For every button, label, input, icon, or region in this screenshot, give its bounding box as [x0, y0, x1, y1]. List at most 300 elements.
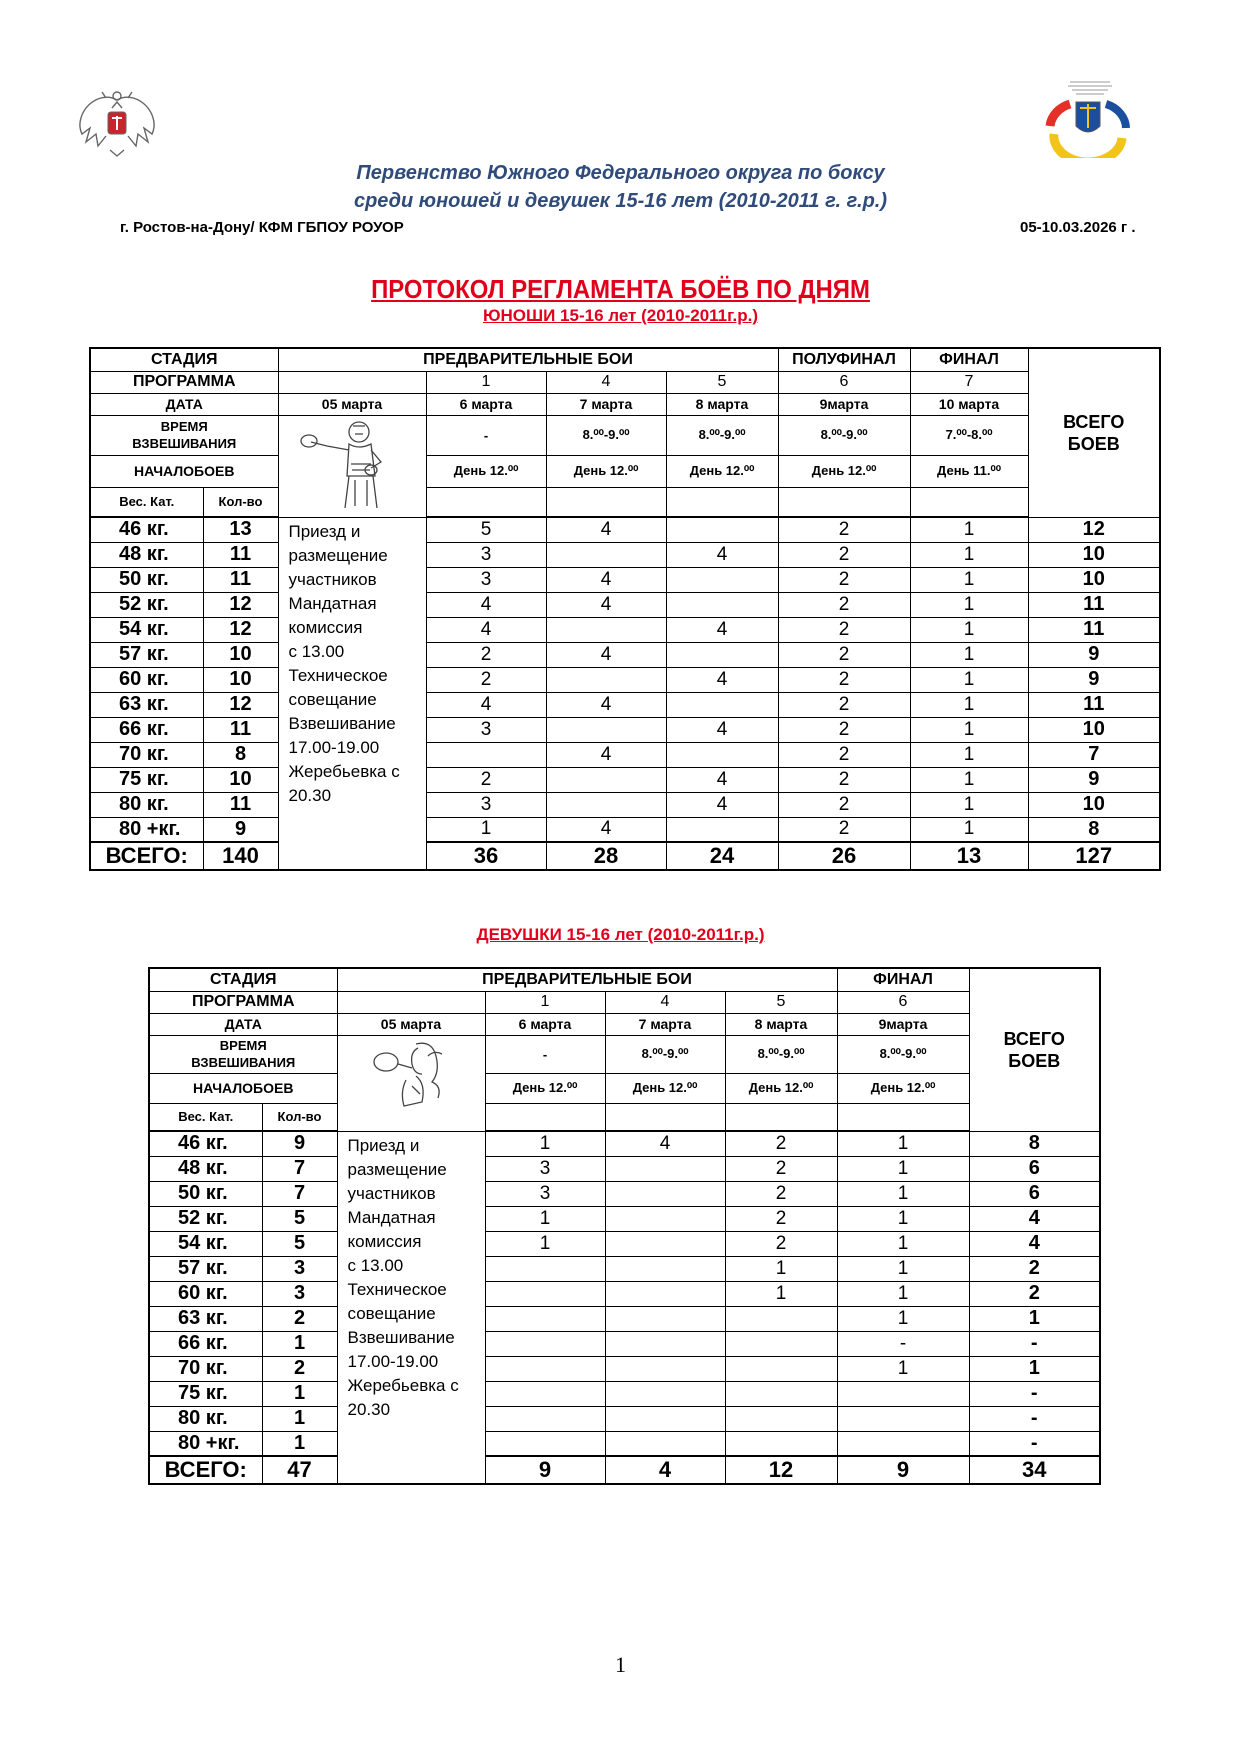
- fights-count: [725, 1306, 837, 1331]
- fights-count: [605, 1356, 725, 1381]
- fights-count: -: [837, 1331, 969, 1356]
- weight-category: 75 кг.: [90, 767, 203, 792]
- participant-count: 12: [203, 692, 278, 717]
- weight-category: 48 кг.: [90, 542, 203, 567]
- fights-count: 1: [837, 1306, 969, 1331]
- fights-count: 4: [666, 542, 778, 567]
- row-total: 6: [969, 1156, 1100, 1181]
- date-label: ДАТА: [149, 1013, 337, 1035]
- fights-count: [605, 1306, 725, 1331]
- fights-count: 3: [485, 1181, 605, 1206]
- fights-count: 4: [546, 592, 666, 617]
- weight-category: 66 кг.: [90, 717, 203, 742]
- female-boxer-figure-icon: [356, 1036, 466, 1126]
- girls-schedule-table: [148, 967, 1101, 1485]
- fights-count: 1: [910, 717, 1028, 742]
- totals-label: ВСЕГО:: [149, 1456, 262, 1484]
- weight-category: 46 кг.: [149, 1131, 262, 1156]
- weight-category: 50 кг.: [90, 567, 203, 592]
- fights-count: 4: [666, 717, 778, 742]
- row-total: -: [969, 1381, 1100, 1406]
- female-boxer-illustration: [337, 1035, 485, 1131]
- fights-count: 2: [778, 642, 910, 667]
- totals-day: 9: [837, 1456, 969, 1484]
- weight-category: 63 кг.: [149, 1306, 262, 1331]
- weight-category: 57 кг.: [90, 642, 203, 667]
- participant-count: 1: [262, 1406, 337, 1431]
- fights-count: 4: [546, 517, 666, 542]
- fights-count: 2: [426, 767, 546, 792]
- day-start: День 12.⁰⁰: [725, 1073, 837, 1103]
- fights-count: 2: [778, 817, 910, 842]
- weight-category: 63 кг.: [90, 692, 203, 717]
- fights-count: [605, 1256, 725, 1281]
- participant-count: 5: [262, 1231, 337, 1256]
- totals-grand: 127: [1028, 842, 1160, 870]
- weight-category: 75 кг.: [149, 1381, 262, 1406]
- weight-category: 80 кг.: [90, 792, 203, 817]
- row-total: -: [969, 1331, 1100, 1356]
- program-label: ПРОГРАММА: [149, 991, 337, 1013]
- row-total: 7: [1028, 742, 1160, 767]
- table-row: [90, 817, 1160, 842]
- participant-count: 2: [262, 1306, 337, 1331]
- participant-count: 1: [262, 1331, 337, 1356]
- boxer-illustration: [278, 415, 426, 517]
- table-row: [90, 667, 1160, 692]
- fights-count: [605, 1181, 725, 1206]
- fights-count: 1: [910, 642, 1028, 667]
- fights-count: [485, 1306, 605, 1331]
- totals-day: 26: [778, 842, 910, 870]
- participant-count: 12: [203, 592, 278, 617]
- table-row: [90, 742, 1160, 767]
- row-total: 9: [1028, 767, 1160, 792]
- fights-count: 1: [426, 817, 546, 842]
- day-date: 9марта: [837, 1013, 969, 1035]
- table-row: [149, 1356, 1100, 1381]
- weighin-label: ВРЕМЯ ВЗВЕШИВАНИЯ: [90, 415, 278, 455]
- totals-day: 24: [666, 842, 778, 870]
- event-title-line2: среди юношей и девушек 15-16 лет (2010-2011 г. г.р.): [353, 190, 888, 212]
- row-total: 10: [1028, 717, 1160, 742]
- day-date: 10 марта: [910, 393, 1028, 415]
- table-row: [90, 642, 1160, 667]
- totals-grand: 34: [969, 1456, 1100, 1484]
- stage-label: СТАДИЯ: [90, 348, 278, 371]
- weight-category: 54 кг.: [90, 617, 203, 642]
- fights-count: 2: [778, 717, 910, 742]
- participant-count: 11: [203, 717, 278, 742]
- girls-subtitle: ДЕВУШКИ 15-16 лет (2010-2011г.р.): [476, 925, 765, 944]
- total-fights-header: ВСЕГО БОЕВ: [969, 968, 1100, 1131]
- fights-count: [426, 742, 546, 767]
- totals-row: [149, 1456, 1100, 1484]
- participant-count: 5: [262, 1206, 337, 1231]
- program-number: 4: [546, 371, 666, 393]
- row-total: 10: [1028, 567, 1160, 592]
- day-weighin: 7.⁰⁰-8.⁰⁰: [910, 415, 1028, 455]
- day-weighin: 8.⁰⁰-9.⁰⁰: [605, 1035, 725, 1073]
- weight-column-header: Вес. Кат.: [90, 487, 203, 517]
- table-row: [149, 1331, 1100, 1356]
- table-row: [90, 692, 1160, 717]
- table-row: [90, 767, 1160, 792]
- row-total: -: [969, 1406, 1100, 1431]
- fights-count: [485, 1256, 605, 1281]
- table-row: [149, 1256, 1100, 1281]
- day-weighin: 8.⁰⁰-9.⁰⁰: [546, 415, 666, 455]
- table-row: [149, 1381, 1100, 1406]
- fights-count: 2: [426, 667, 546, 692]
- day-start: День 12.⁰⁰: [666, 455, 778, 487]
- fights-count: 1: [725, 1281, 837, 1306]
- fights-count: 4: [666, 792, 778, 817]
- fights-count: 2: [778, 667, 910, 692]
- row-total: 2: [969, 1281, 1100, 1306]
- participant-count: 7: [262, 1156, 337, 1181]
- weight-category: 48 кг.: [149, 1156, 262, 1181]
- weight-category: 66 кг.: [149, 1331, 262, 1356]
- fights-count: [605, 1406, 725, 1431]
- program-number: 4: [605, 991, 725, 1013]
- table-row: [149, 1281, 1100, 1306]
- table-row: [149, 1431, 1100, 1456]
- totals-count: 140: [203, 842, 278, 870]
- arrival-schedule-note: Приезд и размещение участников Мандатная комиссия с 13.00 Техническое совещание Взвешивание 17.00-19.00 Жеребьевка с 20.30: [278, 517, 426, 870]
- row-total: -: [969, 1431, 1100, 1456]
- fights-count: [546, 667, 666, 692]
- fights-count: 4: [426, 592, 546, 617]
- row-total: 4: [969, 1206, 1100, 1231]
- weight-category: 52 кг.: [90, 592, 203, 617]
- participant-count: 3: [262, 1256, 337, 1281]
- fights-count: 1: [910, 542, 1028, 567]
- boys-schedule-table: [89, 347, 1161, 871]
- arrival-schedule-note: Приезд и размещение участников Мандатная комиссия с 13.00 Техническое совещание Взвешивание 17.00-19.00 Жеребьевка с 20.30: [337, 1131, 485, 1484]
- fights-count: 1: [910, 692, 1028, 717]
- fights-count: [666, 817, 778, 842]
- fights-count: 2: [778, 792, 910, 817]
- fights-count: [725, 1356, 837, 1381]
- fights-count: 4: [666, 617, 778, 642]
- weight-category: 80 кг.: [149, 1406, 262, 1431]
- weight-category: 70 кг.: [90, 742, 203, 767]
- fights-count: [605, 1331, 725, 1356]
- fights-count: [605, 1206, 725, 1231]
- fights-count: 1: [910, 617, 1028, 642]
- participant-count: 10: [203, 767, 278, 792]
- fights-count: 2: [778, 542, 910, 567]
- row-total: 6: [969, 1181, 1100, 1206]
- fights-count: [546, 717, 666, 742]
- fights-count: 3: [426, 567, 546, 592]
- fights-count: 4: [546, 692, 666, 717]
- fights-count: 4: [546, 567, 666, 592]
- count-column-header: Кол-во: [203, 487, 278, 517]
- fights-count: [605, 1431, 725, 1456]
- fights-count: 4: [666, 667, 778, 692]
- day-weighin: 8.⁰⁰-9.⁰⁰: [725, 1035, 837, 1073]
- day-weighin: -: [426, 415, 546, 455]
- program-number: 1: [426, 371, 546, 393]
- date-label: ДАТА: [90, 393, 278, 415]
- row-total: 4: [969, 1231, 1100, 1256]
- fights-count: 4: [666, 767, 778, 792]
- fights-count: [605, 1281, 725, 1306]
- fights-count: 1: [910, 817, 1028, 842]
- fights-count: [546, 767, 666, 792]
- fights-count: 3: [426, 542, 546, 567]
- event-venue: г. Ростов-на-Дону/ КФМ ГБПОУ РОУОР: [120, 219, 404, 236]
- day-start: День 12.⁰⁰: [837, 1073, 969, 1103]
- row-total: 8: [1028, 817, 1160, 842]
- stage-final: ФИНАЛ: [910, 348, 1028, 371]
- totals-day: 12: [725, 1456, 837, 1484]
- participant-count: 10: [203, 642, 278, 667]
- count-column-header: Кол-во: [262, 1103, 337, 1131]
- row-total: 9: [1028, 642, 1160, 667]
- table-row: [149, 1231, 1100, 1256]
- fights-count: [605, 1231, 725, 1256]
- boxer-figure-icon: [297, 416, 407, 512]
- table-row: [149, 1206, 1100, 1231]
- stage-final: ФИНАЛ: [837, 968, 969, 991]
- row-total: 11: [1028, 592, 1160, 617]
- day-weighin: -: [485, 1035, 605, 1073]
- row-total: 2: [969, 1256, 1100, 1281]
- program-label: ПРОГРАММА: [90, 371, 278, 393]
- fights-count: [666, 742, 778, 767]
- fights-count: [666, 592, 778, 617]
- table-row: [149, 1131, 1100, 1156]
- fights-count: [666, 642, 778, 667]
- fights-count: [485, 1381, 605, 1406]
- fights-count: 2: [778, 742, 910, 767]
- weight-category: 52 кг.: [149, 1206, 262, 1231]
- day-weighin: 8.⁰⁰-9.⁰⁰: [666, 415, 778, 455]
- day-date: 9марта: [778, 393, 910, 415]
- row-total: 10: [1028, 792, 1160, 817]
- program-number: 5: [725, 991, 837, 1013]
- fights-count: 2: [778, 617, 910, 642]
- program-empty: [278, 371, 426, 393]
- fights-count: 2: [426, 642, 546, 667]
- totals-row: [90, 842, 1160, 870]
- day-start: День 12.⁰⁰: [546, 455, 666, 487]
- table-row: [90, 517, 1160, 542]
- fights-count: 4: [426, 617, 546, 642]
- fights-count: 2: [725, 1231, 837, 1256]
- weighin-label: ВРЕМЯ ВЗВЕШИВАНИЯ: [149, 1035, 337, 1073]
- fights-count: [485, 1281, 605, 1306]
- participant-count: 7: [262, 1181, 337, 1206]
- fights-count: 1: [725, 1256, 837, 1281]
- weight-category: 46 кг.: [90, 517, 203, 542]
- participant-count: 11: [203, 792, 278, 817]
- day-weighin: 8.⁰⁰-9.⁰⁰: [837, 1035, 969, 1073]
- fights-count: 3: [485, 1156, 605, 1181]
- fights-count: [666, 567, 778, 592]
- fights-count: 4: [426, 692, 546, 717]
- program-number: 1: [485, 991, 605, 1013]
- participant-count: 9: [203, 817, 278, 842]
- fights-count: 2: [725, 1156, 837, 1181]
- table-row: [90, 617, 1160, 642]
- fights-count: [725, 1331, 837, 1356]
- day-start: День 12.⁰⁰: [778, 455, 910, 487]
- fights-count: [666, 517, 778, 542]
- participant-count: 1: [262, 1431, 337, 1456]
- weight-category: 80 +кг.: [149, 1431, 262, 1456]
- fights-count: [485, 1406, 605, 1431]
- start-label: НАЧАЛОБОЕВ: [149, 1073, 337, 1103]
- fights-count: 1: [910, 567, 1028, 592]
- table-row: [90, 717, 1160, 742]
- fights-count: [725, 1431, 837, 1456]
- table-row: [90, 792, 1160, 817]
- fights-count: [605, 1156, 725, 1181]
- participant-count: 13: [203, 517, 278, 542]
- fights-count: 4: [546, 817, 666, 842]
- rostov-region-sport-ministry-logo: [1040, 78, 1136, 158]
- fights-count: 2: [778, 592, 910, 617]
- day-date: 7 марта: [546, 393, 666, 415]
- fights-count: [725, 1406, 837, 1431]
- fights-count: [546, 617, 666, 642]
- weight-category: 60 кг.: [90, 667, 203, 692]
- fights-count: [485, 1331, 605, 1356]
- day-date: 8 марта: [666, 393, 778, 415]
- russian-coat-of-arms-icon: [72, 88, 162, 158]
- total-fights-header: ВСЕГО БОЕВ: [1028, 348, 1160, 517]
- fights-count: 1: [910, 742, 1028, 767]
- fights-count: 2: [725, 1206, 837, 1231]
- fights-count: [605, 1381, 725, 1406]
- stage-semifinal: ПОЛУФИНАЛ: [778, 348, 910, 371]
- totals-label: ВСЕГО:: [90, 842, 203, 870]
- program-empty: [337, 991, 485, 1013]
- fights-count: 1: [837, 1156, 969, 1181]
- fights-count: 1: [837, 1256, 969, 1281]
- row-total: 1: [969, 1356, 1100, 1381]
- fights-count: 2: [778, 567, 910, 592]
- day-date: 8 марта: [725, 1013, 837, 1035]
- program-number: 5: [666, 371, 778, 393]
- table-row: [149, 1156, 1100, 1181]
- fights-count: 1: [485, 1131, 605, 1156]
- row-total: 12: [1028, 517, 1160, 542]
- fights-count: 2: [778, 517, 910, 542]
- row-total: 11: [1028, 617, 1160, 642]
- participant-count: 8: [203, 742, 278, 767]
- fights-count: [485, 1356, 605, 1381]
- fights-count: 1: [910, 767, 1028, 792]
- totals-day: 4: [605, 1456, 725, 1484]
- fights-count: 1: [837, 1131, 969, 1156]
- arrival-date: 05 марта: [337, 1013, 485, 1035]
- fights-count: [666, 692, 778, 717]
- day-date: 6 марта: [485, 1013, 605, 1035]
- fights-count: 1: [910, 667, 1028, 692]
- row-total: 10: [1028, 542, 1160, 567]
- fights-count: 1: [837, 1206, 969, 1231]
- participant-count: 11: [203, 567, 278, 592]
- protocol-title: ПРОТОКОЛ РЕГЛАМЕНТА БОЁВ ПО ДНЯМ: [371, 274, 870, 304]
- participant-count: 11: [203, 542, 278, 567]
- fights-count: 1: [837, 1181, 969, 1206]
- arrival-date: 05 марта: [278, 393, 426, 415]
- fights-count: [546, 792, 666, 817]
- fights-count: [485, 1431, 605, 1456]
- row-total: 9: [1028, 667, 1160, 692]
- fights-count: 3: [426, 792, 546, 817]
- stage-prelim: ПРЕДВАРИТЕЛЬНЫЕ БОИ: [278, 348, 778, 371]
- row-total: 8: [969, 1131, 1100, 1156]
- participant-count: 12: [203, 617, 278, 642]
- start-label: НАЧАЛОБОЕВ: [90, 455, 278, 487]
- table-row: [149, 1306, 1100, 1331]
- day-start: День 11.⁰⁰: [910, 455, 1028, 487]
- table-row: [90, 592, 1160, 617]
- fights-count: 2: [778, 692, 910, 717]
- weight-category: 57 кг.: [149, 1256, 262, 1281]
- day-date: 7 марта: [605, 1013, 725, 1035]
- fights-count: 1: [910, 792, 1028, 817]
- fights-count: 4: [605, 1131, 725, 1156]
- event-dates: 05-10.03.2026 г .: [1020, 219, 1136, 236]
- table-row: [149, 1181, 1100, 1206]
- participant-count: 3: [262, 1281, 337, 1306]
- fights-count: 2: [725, 1181, 837, 1206]
- fights-count: [837, 1381, 969, 1406]
- fights-count: 5: [426, 517, 546, 542]
- totals-day: 28: [546, 842, 666, 870]
- day-weighin: 8.⁰⁰-9.⁰⁰: [778, 415, 910, 455]
- fights-count: 2: [778, 767, 910, 792]
- fights-count: 4: [546, 742, 666, 767]
- totals-day: 36: [426, 842, 546, 870]
- table-row: [149, 1406, 1100, 1431]
- weight-category: 80 +кг.: [90, 817, 203, 842]
- fights-count: 1: [837, 1356, 969, 1381]
- fights-count: 1: [837, 1281, 969, 1306]
- fights-count: 3: [426, 717, 546, 742]
- participant-count: 2: [262, 1356, 337, 1381]
- table-row: [90, 567, 1160, 592]
- totals-count: 47: [262, 1456, 337, 1484]
- fights-count: [837, 1431, 969, 1456]
- participant-count: 9: [262, 1131, 337, 1156]
- weight-category: 54 кг.: [149, 1231, 262, 1256]
- stage-label: СТАДИЯ: [149, 968, 337, 991]
- fights-count: 1: [485, 1231, 605, 1256]
- weight-column-header: Вес. Кат.: [149, 1103, 262, 1131]
- fights-count: 1: [910, 517, 1028, 542]
- fights-count: [546, 542, 666, 567]
- totals-day: 9: [485, 1456, 605, 1484]
- program-number: 7: [910, 371, 1028, 393]
- fights-count: 1: [837, 1231, 969, 1256]
- weight-category: 70 кг.: [149, 1356, 262, 1381]
- stage-prelim: ПРЕДВАРИТЕЛЬНЫЕ БОИ: [337, 968, 837, 991]
- boys-subtitle: ЮНОШИ 15-16 лет (2010-2011г.р.): [482, 306, 758, 325]
- table-row: [90, 542, 1160, 567]
- fights-count: 2: [725, 1131, 837, 1156]
- fights-count: 1: [910, 592, 1028, 617]
- fights-count: 4: [546, 642, 666, 667]
- program-number: 6: [837, 991, 969, 1013]
